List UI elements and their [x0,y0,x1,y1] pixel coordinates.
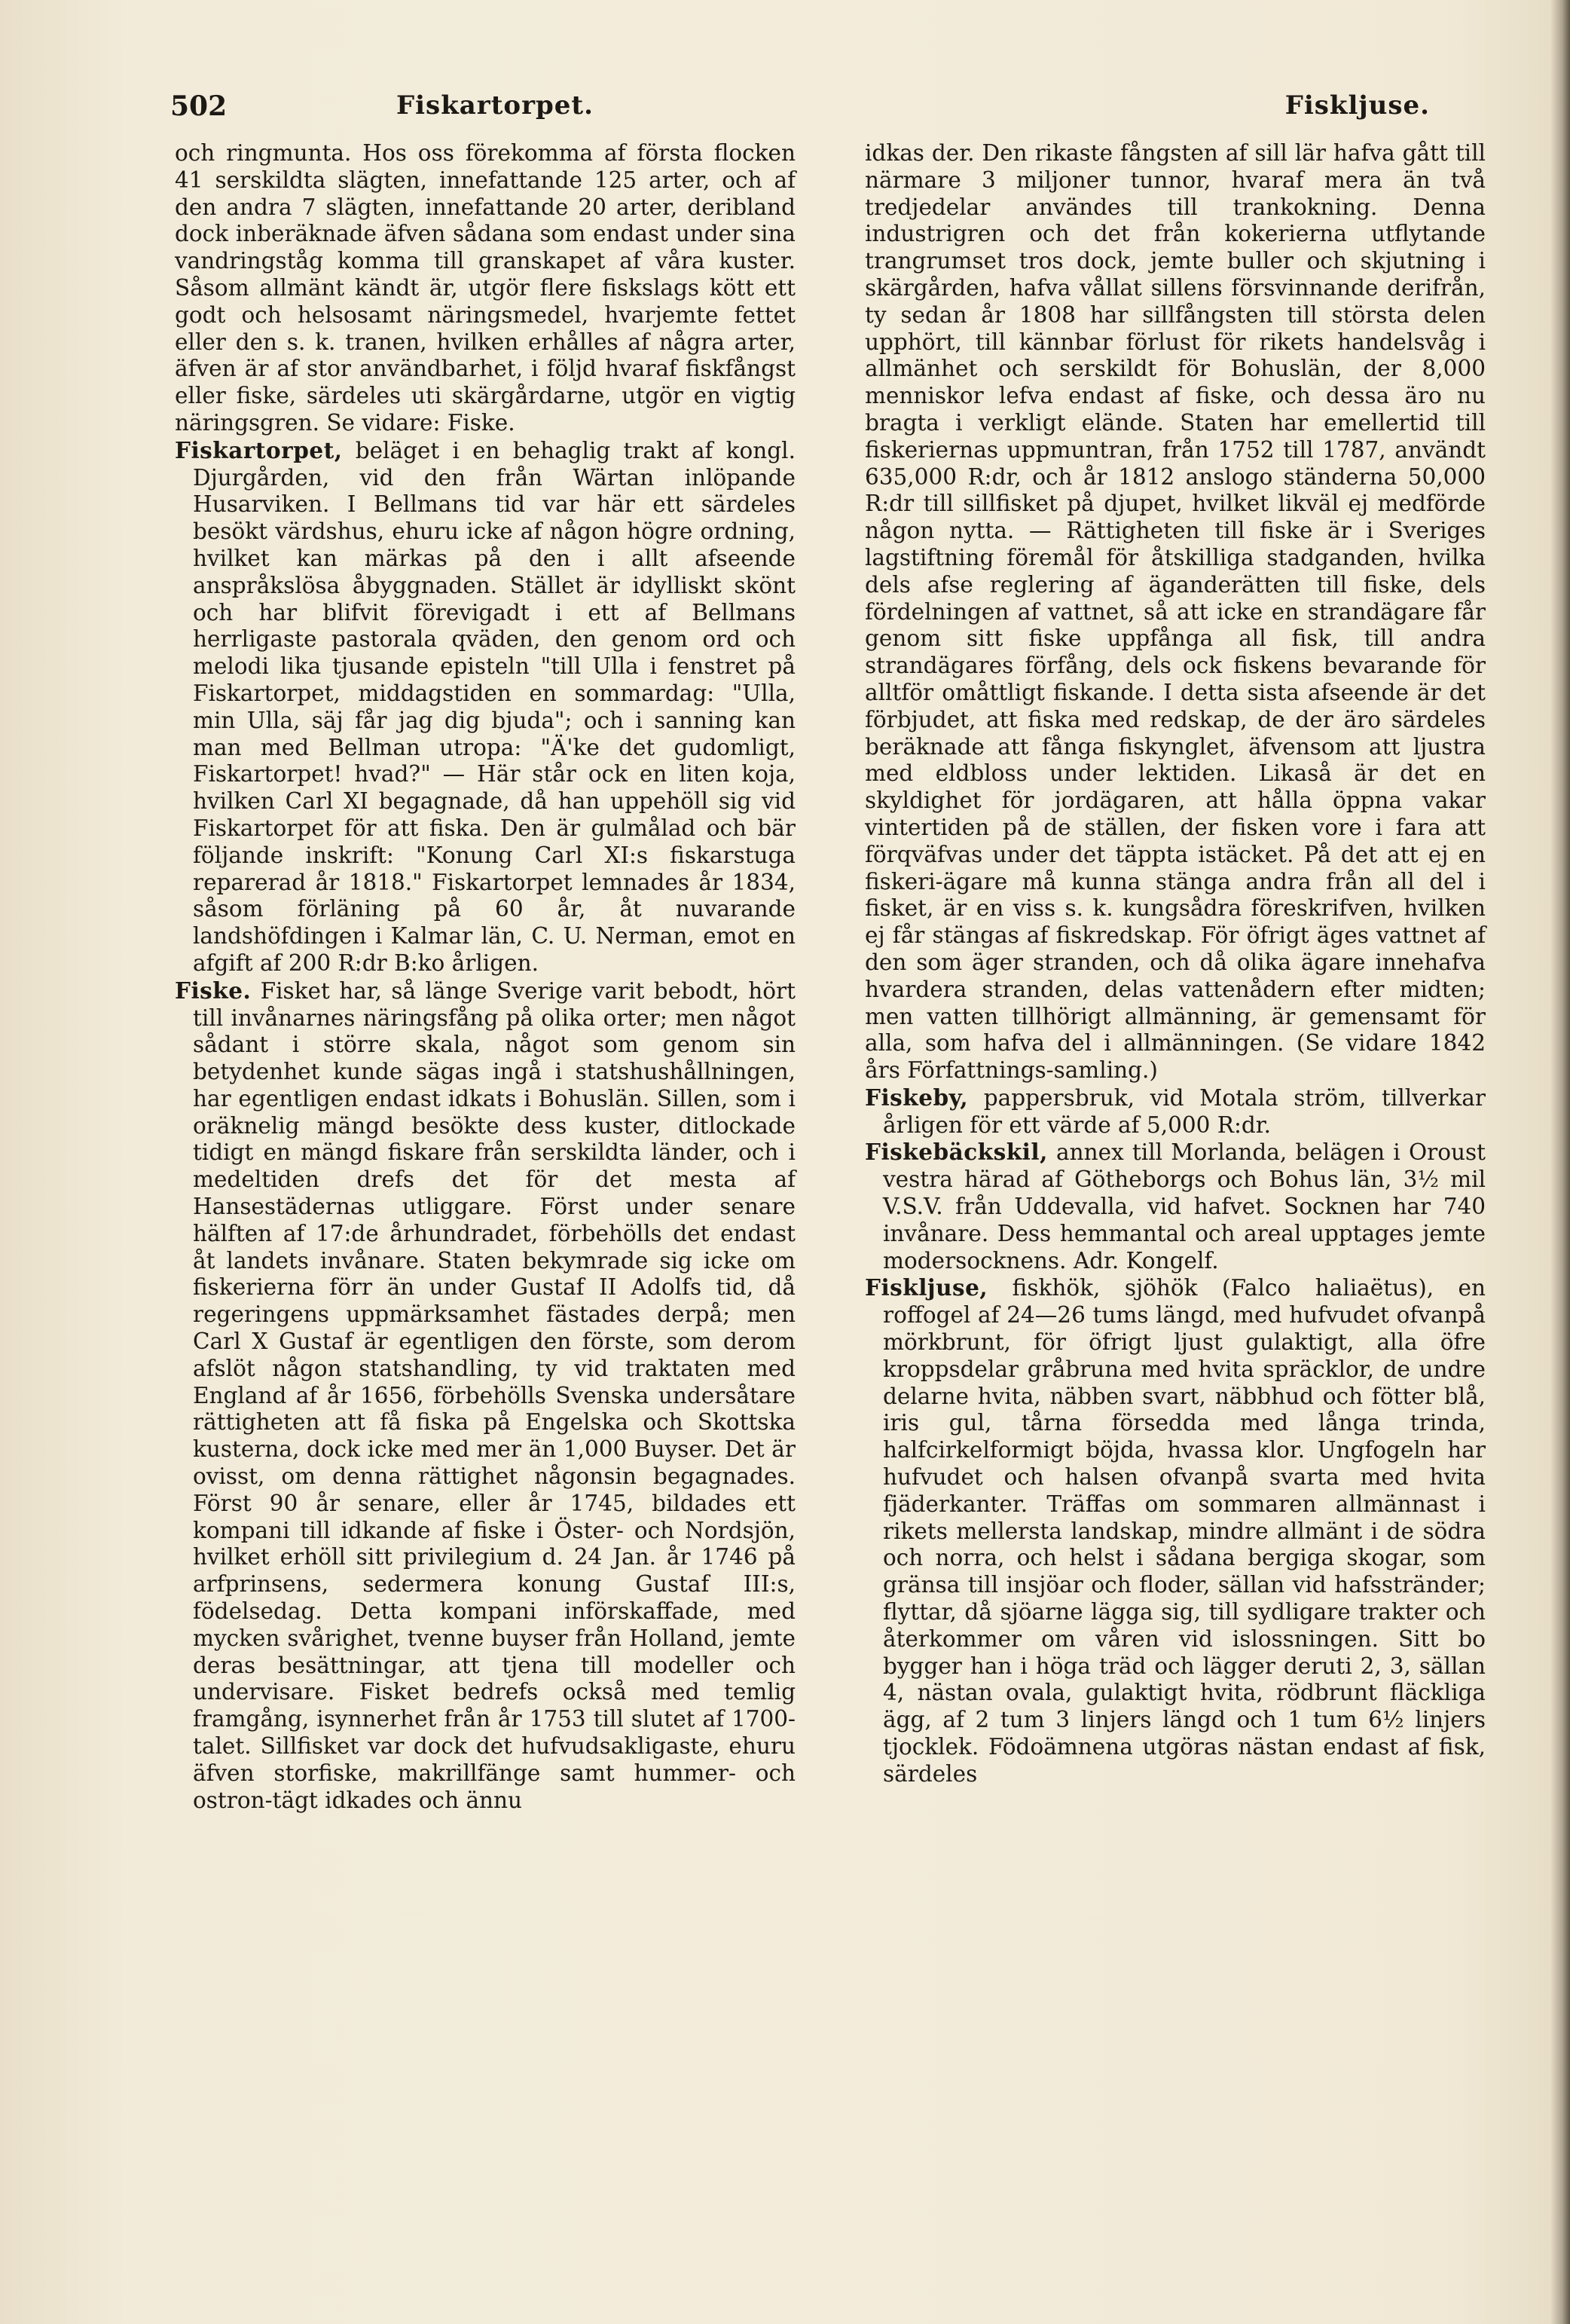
entry-fiskebackskil [865,1139,1486,1274]
entry-fiske [175,977,796,1815]
headword-fiskartorpet: Fiskartorpet, [175,436,343,463]
headword-fiskljuse: Fiskljuse, [865,1274,988,1301]
entry-fiske-text: Fisket har, så länge Sverige varit bebodt, hört till invånarnes näringsfång på olika orter; men något sådant i större skala, något som genom sin betydenhet kunde sägas ingå i statshushållningen, har egentligen endast idkats i Bohuslän. Sillen, som i oräknelig mängd besökte dess kuster, ditlockade tidigt en mängd fiskare från serskildta länder, och i medeltiden drefs det för det mesta af Hansestädernas utliggare. Först under senare hälften af 17:de århundradet, förbehölls det endast åt landets invånare. Staten bekymrade sig icke om fiskerierna förr än under Gustaf II Adolfs tid, då regeringens uppmärksamhet fästades derpå; men Carl X Gustaf är egentligen den förste, som derom afslöt någon statshandling, ty vid traktaten med England af år 1656, förbehölls Svenska undersåtare rättigheten att få fiska på Engelska och Skottska kusterna, dock icke med mer än 1,000 Buyser. Det är ovisst, om denna rättighet någonsin begagnades. Först 90 år senare, eller år 1745, bildades ett kompani till idkande af fiske i Öster- och Nordsjön, hvilket erhöll sitt privilegium d. 24 Jan. år 1746 på arfprinsens, sedermera konung Gustaf III:s, födelsedag. Detta kompani införskaffade, med mycken svårighet, tvenne buyser från Holland, jemte deras besättningar, att tjena till modeller och undervisare. Fisket bedrefs också med temlig framgång, isynnerhet från år 1753 till slutet af 1700-talet. Sillfisket var dock det hufvudsakligaste, ehuru äfven storfiske, makrillfänge samt hummer- och ostron-tägt idkades och ännu [193,977,796,1813]
page-header [170,90,1430,136]
left-column [175,140,796,1814]
entry-fiskartorpet [175,437,796,977]
headword-fiskebackskil: Fiskebäckskil, [865,1139,1048,1166]
entry-fiskljuse [865,1274,1486,1787]
running-head-right: Fiskljuse. [1284,90,1430,121]
right-column [865,140,1486,1788]
entry-fiskeby-text: pappersbruk, vid Motala ström, tillverkar årligen för ett värde af 5,000 R:dr. [883,1084,1486,1138]
entry-fiskljuse-text: fiskhök, sjöhök (Falco haliaëtus), en roffogel af 24—26 tums längd, med hufvudet ofvanpå mörkbrunt, för öfrigt ljust gulaktigt, alla öfre kroppsdelar gråbruna med hvita spräcklor, de undre delarne hvita, näbben svart, näbbhud och fötter blå, iris gul, tårna försedda med långa trinda, halfcirkelformigt böjda, hvassa klor. Ungfogeln har hufvudet och halsen ofvanpå svarta med hvita fjäderkanter. Träffas om sommaren allmännast i rikets mellersta landskap, mindre allmänt i de södra och norra, och helst i sådana bergiga skogar, som gränsa till insjöar och floder, sällan vid hafsstränder; flyttar, då sjöarne lägga sig, till sydligare trakter och återkommer om våren vid islossningen. Sitt bo bygger han i höga träd och lägger deruti 2, 3, sällan 4, nästan ovala, gulaktigt hvita, rödbrunt fläckliga ägg, af 2 tum 3 linjers längd och 1 tum 6½ linjers tjocklek. Födoämnena utgöras nästan endast af fisk, särdeles [883,1275,1486,1787]
paragraph-fisk-continued: och ringmunta. Hos oss förekomma af första flocken 41 serskildta slägten, innefattande 125 arter, och af den andra 7 slägten, innefattande 20 arter, deribland dock inberäknade äfven sådana som endast under sina vandringståg komma till granskapet af våra kuster. Såsom allmänt kändt är, utgör flere fiskslags kött ett godt och helsosamt näringsmedel, hvarjemte fettet eller den s. k. tranen, hvilken erhålles af några arter, äfven är af stor användbarhet, i följd hvaraf fiskfångst eller fiske, särdeles uti skärgårdarne, utgör en vigtig näringsgren. Se vidare: Fiske. [175,140,796,436]
page-number: 502 [170,90,228,122]
paragraph-fiske-continued: idkas der. Den rikaste fångsten af sill lär hafva gått till närmare 3 miljoner tunnor, hvaraf mera än två tredjedelar användes till trankokning. Denna industrigren och det från kokerierna utflytande trangrumset tros dock, jemte buller och skjutning i skärgården, hafva vållat sillens försvinnande derifrån, ty sedan år 1808 har sillfångsten till största delen upphört, till kännbar förlust för rikets handelsvåg i allmänhet och serskildt för Bohuslän, der 8,000 menniskor lefva endast af fiske, och dessa äro nu bragta i verkligt elände. Staten har emellertid till fiskeriernas uppmuntran, från 1752 till 1787, användt 635,000 R:dr, och år 1812 anslogo ständerna 50,000 R:dr till sillfisket på djupet, hvilket likväl ej medförde någon nytta. — Rättigheten till fiske är i Sveriges lagstiftning föremål för åtskilliga stadganden, hvilka dels afse reglering af äganderätten till fiske, dels fördelningen af vattnet, så att icke en strandägare får genom sitt fiske uppfånga all fisk, till andra strandägares förfång, dels ock fiskens bevarande för alltför omåttligt fiskande. I detta sista afseende är det förbjudet, att fiska med redskap, de der äro särdeles beräknade att fånga fiskynglet, äfvensom att ljustra med eldbloss under lektiden. Likaså är det en skyldighet för jordägaren, att hålla öppna vakar vintertiden på de ställen, der fisken vore i fara att förqväfvas under det täppta istäcket. På det att ej en fiskeri-ägare må kunna stänga andra från all del i fisket, är en viss s. k. kungsådra föreskrifven, hvilken ej får stängas af fiskredskap. För öfrigt äges vattnet af den som äger stranden, och då olika ägare innehafva hvardera stranden, delas vattenådern efter midten; men vatten tillhörigt allmänning, är gemensamt för alla, som hafva del i allmänningen. (Se vidare 1842 års Författnings-samling.) [865,140,1486,1084]
headword-fiske: Fiske. [175,977,252,1004]
headword-fiskeby: Fiskeby, [865,1084,969,1111]
running-head-left: Fiskartorpet. [396,90,594,121]
entry-fiskeby [865,1084,1486,1139]
entry-fiskebackskil-text: annex till Morlanda, belägen i Oroust vestra härad af Götheborgs och Bohus län, 3½ mil V.S.V. från Uddevalla, vid hafvet. Socknen har 740 invånare. Dess hemmantal och areal upptages jemte modersocknens. Adr. Kongelf. [883,1139,1486,1274]
entry-fiskartorpet-text: beläget i en behaglig trakt af kongl. Djurgården, vid den från Wärtan inlöpande Husarviken. I Bellmans tid var här ett särdeles besökt värdshus, ehuru icke af någon högre ordning, hvilket kan märkas på den i allt afseende anspråkslösa åbyggnaden. Stället är idylliskt skönt och har blifvit förevigadt i ett af Bellmans herrligaste pastorala qväden, den genom ord och melodi lika tjusande episteln "till Ulla i fenstret på Fiskartorpet, middagstiden en sommardag: "Ulla, min Ulla, säj får jag dig bjuda"; och i sanning kan man med Bellman utropa: "Ä'ke det gudomligt, Fiskartorpet! hvad?" — Här står ock en liten koja, hvilken Carl XI begagnade, då han uppehöll sig vid Fiskartorpet för att fiska. Den är gulmålad och bär följande inskrift: "Konung Carl XI:s fiskarstuga reparerad år 1818." Fiskartorpet lemnades år 1834, såsom förläning på 60 år, åt nuvarande landshöfdingen i Kalmar län, C. U. Nerman, emot en afgift af 200 R:dr B:ko årligen. [193,437,796,976]
page-edge-shadow [1550,0,1570,2324]
